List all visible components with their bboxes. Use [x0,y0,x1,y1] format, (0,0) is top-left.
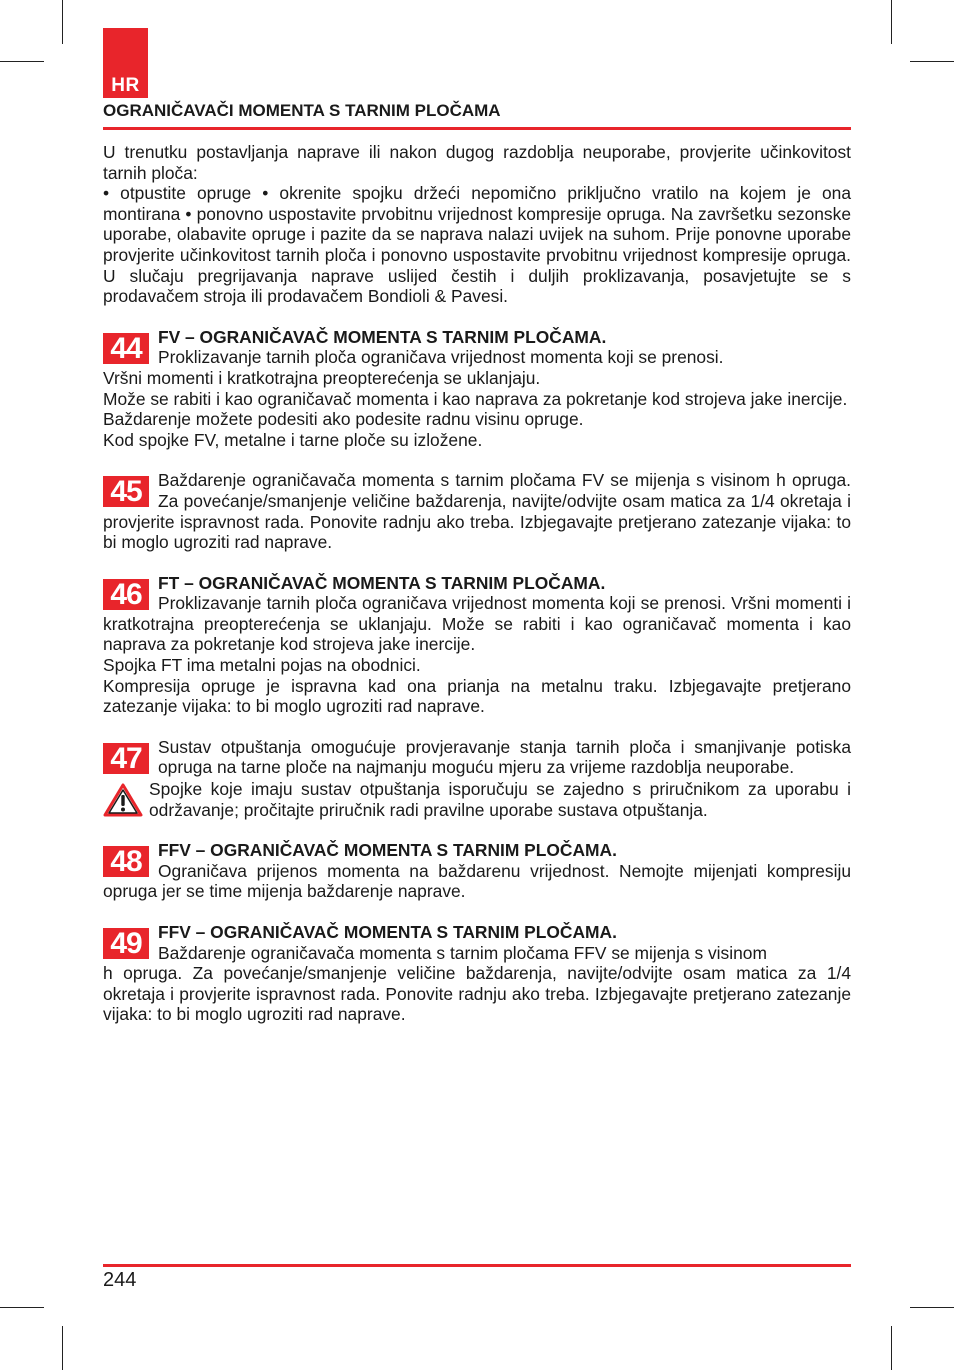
section-title: FFV – OGRANIČAVAČ MOMENTA S TARNIM PLOČAMA. [158,922,617,942]
section-46 [103,573,851,717]
crop-mark [0,1307,44,1308]
warning-note [103,779,851,820]
crop-mark [62,0,63,44]
section-number-badge: 44 [103,333,149,364]
section-line: h opruga. Za povećanje/smanjenje veličine baždarenja, navijte/odvijte osam matica za 1/4 okretaja i provjerite ispravnost rada. Ponovite radnju ako treba. Izbjegavajte pretjerano zatezanje vijaka: to bi moglo ugroziti rad naprave. [103,963,851,1025]
footer-rule [103,1264,851,1267]
warning-text: Spojke koje imaju sustav otpuštanja isporučuju se zajedno s priručnikom za uporabu i održavanje; pročitajte priručnik radi pravilne uporabe sustava otpuštanja. [149,779,851,820]
section-line: Spojka FT ima metalni pojas na obodnici. [103,655,421,676]
crop-mark [0,61,44,62]
section-number-badge: 47 [103,743,149,774]
crop-mark [910,1307,954,1308]
header-rule [103,127,851,130]
section-line: Baždarenje možete podesiti ako podesite radnu visinu opruge. [103,409,584,430]
section-line: Baždarenje ograničavača momenta s tarnim pločama FFV se mijenja s visinom [158,942,767,963]
section-45 [103,470,851,552]
section-49 [103,922,851,1025]
section-44 [103,327,851,451]
section-text: Sustav otpuštanja omogućuje provjeravanje stanja tarnih ploča i smanjivanje potiska opruga na tarne ploče na najmanju moguću mjeru za vrijeme razdoblja neuporabe. [158,736,851,778]
section-line: Kod spojke FV, metalne i tarne ploče su izložene. [103,429,483,450]
section-number-badge: 46 [103,579,149,610]
section-number-badge: 49 [103,928,149,959]
section-number-badge: 48 [103,846,149,877]
section-line: Vršni momenti i kratkotrajna preopterećenja se uklanjaju. [103,367,541,388]
language-code: HR [111,75,140,96]
crop-mark [62,1326,63,1370]
page-number: 244 [103,1269,137,1291]
page-title: OGRANIČAVAČI MOMENTA S TARNIM PLOČAMA [103,101,501,120]
section-line: Kompresija opruge je ispravna kad ona prianja na metalnu traku. Izbjegavajte pretjerano zatezanje vijaka: to bi moglo ugroziti rad naprave. [103,675,851,717]
section-line: Proklizavanje tarnih ploča ograničava vrijednost momenta koji se prenosi. Vršni momenti i kratkotrajna preopterećenja se uklanjaju. Može se rabiti i kao ograničavač momenta i kao naprava za pokretanje kod strojeva jake inercije. [103,593,851,655]
crop-mark [891,0,892,44]
section-title: FFV – OGRANIČAVAČ MOMENTA S TARNIM PLOČAMA. [158,840,617,861]
section-line: Ograničava prijenos momenta na baždarenu vrijednost. Nemojte mijenjati kompresiju opruga jer se time mijenja baždarenje naprave. [103,860,851,902]
section-title: FT – OGRANIČAVAČ MOMENTA S TARNIM PLOČAMA. [158,572,606,593]
section-48 [103,840,851,902]
language-tab [103,28,148,98]
section-number-badge: 45 [103,476,149,507]
crop-mark [891,1326,892,1370]
section-text: Baždarenje ograničavača momenta s tarnim pločama FV se mijenja s visinom h opruga. Za povećanje/smanjenje veličine baždarenja, navijte/odvijte osam matica za 1/4 okretaja i provjerite ispravnost rada. Ponovite radnju ako treba. Izbjegavajte pretjerano zatezanje vijaka: to bi moglo ugroziti rad naprave. [103,470,851,553]
section-line: Može se rabiti i kao ograničavač momenta i kao naprava za pokretanje kod strojeva jake inercije. [103,388,848,409]
intro-paragraph: • otpustite opruge • okrenite spojku držeći nepomično priključno vratilo na kojem je ona montirana • ponovno uspostavite prvobitnu vrijednost kompresije opruga. Na završetku sezonske uporabe, olabavite opruge i pazite da se naprava nalazi uvijek na suhom. Prije ponovne uporabe provjerite učinkovitost tarnih ploča i ponovno uspostavite prvobitnu vrijednost kompresije opruga. U slučaju pregrijavanja naprave uslijed čestih i duljih proklizavanja, posavjetujte se s prodavačem stroja ili prodavačem Bondioli & Pavesi. [103,183,851,307]
warning-triangle-icon [103,783,143,817]
section-line: Proklizavanje tarnih ploča ograničava vrijednost momenta koji se prenosi. [158,347,724,368]
section-title: FV – OGRANIČAVAČ MOMENTA S TARNIM PLOČAMA. [158,326,607,347]
crop-mark [910,61,954,62]
intro-paragraph: U trenutku postavljanja naprave ili nakon dugog razdoblja neuporabe, provjerite učinkovitost tarnih ploča: [103,142,851,183]
main-content [103,142,851,1025]
section-47 [103,737,851,820]
